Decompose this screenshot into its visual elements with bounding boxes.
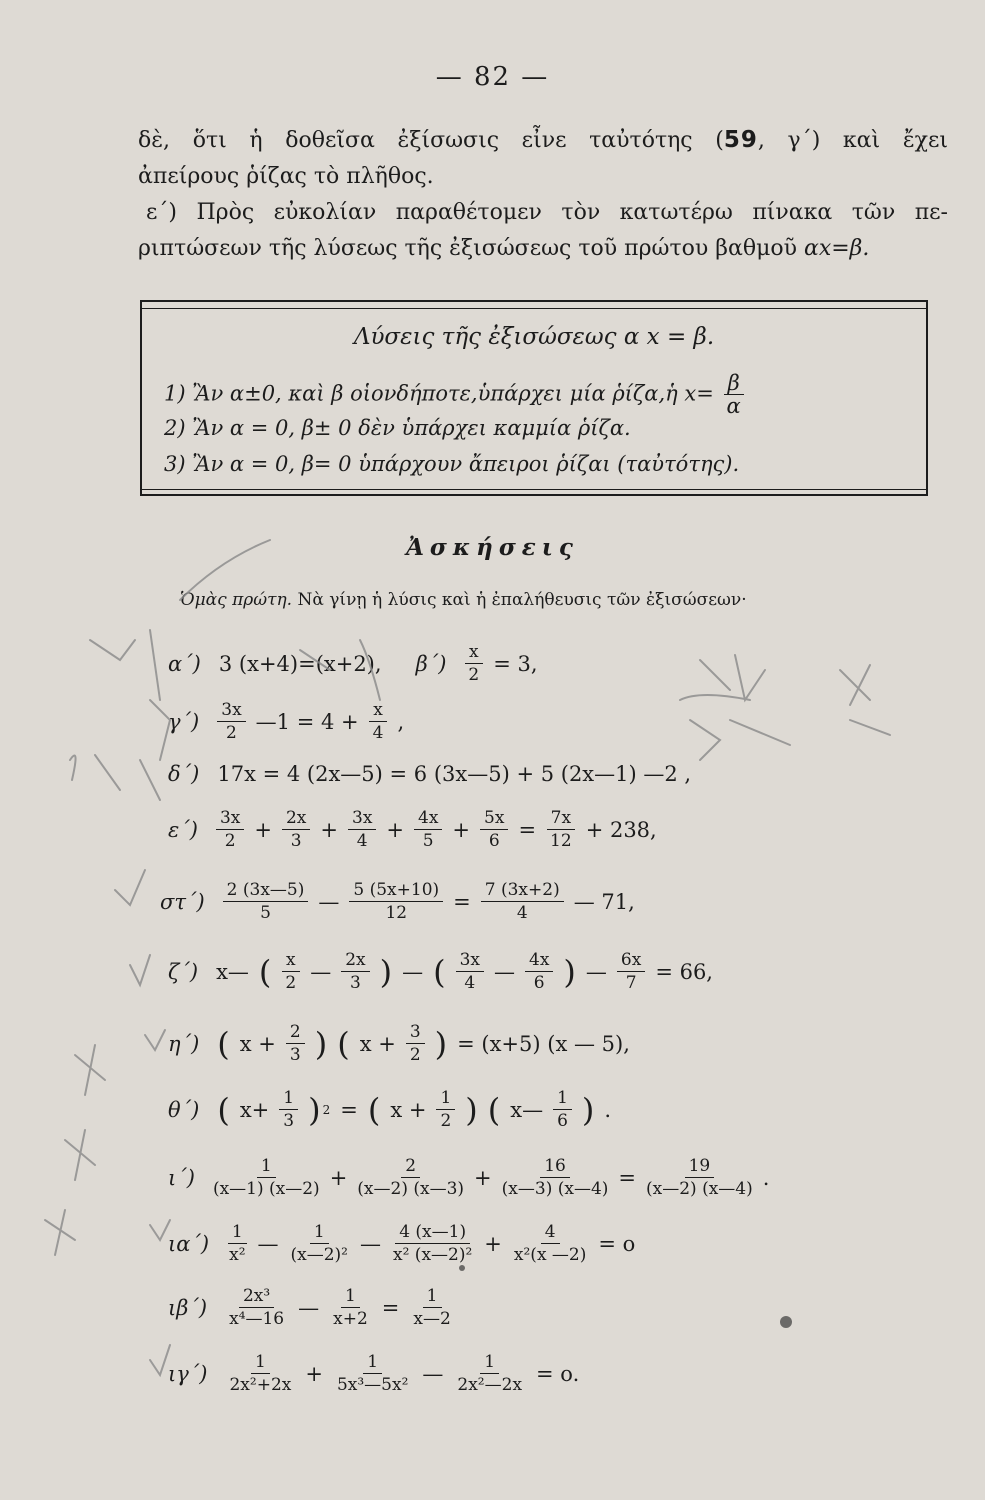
solutions-row-1: 1) Ἂν α±0, καὶ β οἱονδήποτε,ὑπάρχει μία ῥίζα,ἡ x= $\frac{\beta}{\alpha}$ [164, 372, 747, 418]
exercise-group-heading: Ὁμὰς πρώτη. Νὰ γίνῃ ἡ λύσις καὶ ἡ ἐπαλήθευσις τῶν ἐξισώσεων· [180, 590, 747, 610]
solutions-table-title: Λύσεις τῆς ἐξισώσεως α x = β. [353, 324, 715, 350]
section-title: Ἀσκήσεις [406, 534, 579, 561]
exercise-d: δ΄) 17x = 4 (2x—5) = 6 (3x—5) + 5 (2x—1) —2 , [168, 762, 692, 786]
intro-line-2: ἀπείρους ῥίζας τὸ πλῆθος. [138, 164, 434, 189]
exercise-z: ζ΄) x— ( x 2 — 2x 3 ) — ( 3x 4 — 4x 6 ) — $\frac{6x}{7}$ = 66, [168, 950, 713, 993]
intro-line-3: ε΄) Πρὸς εὐκολίαν παραθέτομεν τὸν κατωτέρω πίνακα τῶν πε- [146, 200, 948, 225]
intro-line-4: ριπτώσεων τῆς λύσεως τῆς ἐξισώσεως τοῦ πρώτου βαθμοῦ αx=β. [138, 236, 870, 261]
exercise-g: γ΄) 3x 2 —1 = 4 + $\frac{x}{4}$ , [168, 700, 405, 743]
exercise-i: ι΄) 1 (x—1) (x—2) + $\frac{2}{(x—2) (x—3)}$ + $\frac{16}{(x—3) (x—4)}$ = $\frac{19}{(x—2) (x—4)}$ . [168, 1156, 770, 1199]
intro-text [138, 122, 948, 267]
reference-number: 59 [723, 127, 758, 153]
solutions-row-3: 3) Ἂν α = 0, β= 0 ὑπάρχουν ἄπειροι ῥίζαι (ταὐτότης). [164, 452, 740, 476]
exercise-st: στ΄) 2 (3x—5) 5 — $\frac{5 (5x+10)}{12}$ = $\frac{7 (3x+2)}{4}$ — 71, [160, 880, 635, 923]
fraction-beta-over-alpha: $\frac{\beta}{\alpha}$ [724, 372, 744, 418]
exercise-h: η΄) ( x + $\frac{2}{3}$ ) ( x + $\frac{3}{2}$ ) = (x+5) (x — 5), [168, 1022, 630, 1065]
page-number: — 82 — [435, 62, 550, 92]
solutions-row-2: 2) Ἂν α = 0, β± 0 δὲν ὑπάρχει καμμία ῥίζα. [164, 416, 631, 440]
exercise-a-b: α΄) 3 (x+4)=(x+2), β΄) $\frac{x}{2}$ = 3, [168, 642, 538, 685]
exercise-ia: ια΄) 1 x² — 1 (x—2)² — 4 (x—1) x² (x—2)² + $\frac{4}{\text{x²(x —2)}}$ = o [168, 1222, 636, 1265]
intro-line-1: δὲ, ὅτι ἡ δοθεῖσα ἐξίσωσις εἶνε ταὐτότης (59, γ΄) καὶ ἔχει [138, 127, 948, 153]
exercise-ib: ιβ΄) 2x³ x⁴—16 — $\frac{1}{x+2}$ = $\frac{1}{x—2}$ [168, 1286, 451, 1329]
exercise-e: ε΄) 3x 2 + $\frac{2x}{3}$ + $\frac{3x}{4}$ + $\frac{4x}{5}$ + $\frac{5x}{6}$ = $\frac{7x}{12}$ + 238, [168, 808, 657, 851]
solutions-table-box [140, 300, 928, 496]
exercise-ig: ιγ΄) 1 2x²+2x + $\frac{1}{\text{5x³—5x²}}$ — $\frac{1}{\text{2x²—2x}}$ = o. [168, 1352, 580, 1395]
exercise-th: θ΄) ( x+ $\frac{1}{3}$ ) 2 = ( x + $\frac{1}{2}$ ) ( x— 1 6 ) . [168, 1088, 612, 1131]
